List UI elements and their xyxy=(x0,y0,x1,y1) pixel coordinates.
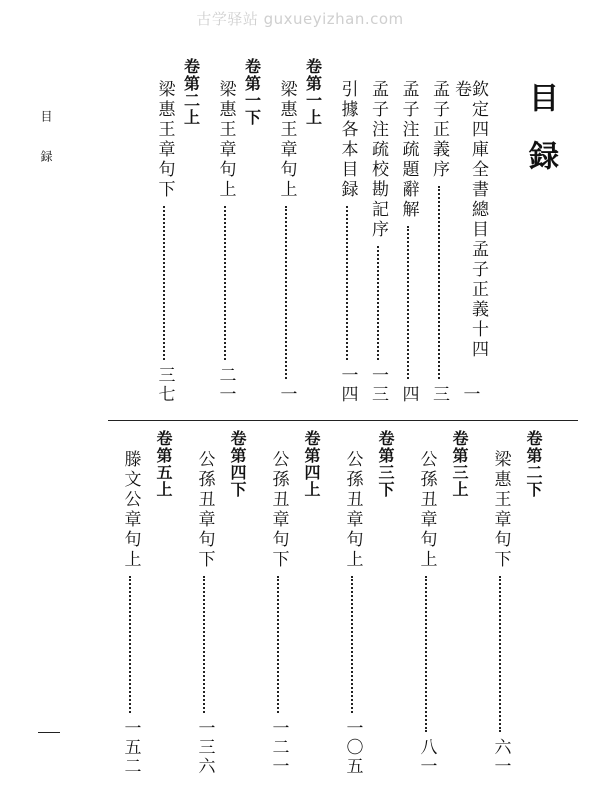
toc-entry-page: 一 xyxy=(459,385,480,404)
toc-entry-page: 二一 xyxy=(215,366,236,404)
toc-entry xyxy=(118,450,142,776)
watermark: 古学驿站 guxueyizhan.com xyxy=(196,10,404,28)
dot-leader xyxy=(499,576,501,732)
volume-heading xyxy=(229,430,253,498)
toc-entry-page: 三七 xyxy=(154,366,175,404)
toc-heading: 目録 xyxy=(523,82,558,198)
toc-entry-page: 三 xyxy=(429,385,449,404)
volume-heading xyxy=(525,430,549,498)
toc-entry-page: 一三 xyxy=(368,366,388,404)
toc-entry-title: 梁惠王章句下 xyxy=(154,80,175,200)
toc-entry-page: 六一 xyxy=(490,738,511,776)
volume-heading-text: 卷第一上 xyxy=(303,58,323,126)
toc-entry-title: 梁惠王章句上 xyxy=(215,80,236,200)
toc-entry xyxy=(340,450,364,776)
toc-entry xyxy=(192,450,216,776)
dot-leader xyxy=(163,206,165,360)
toc-entry xyxy=(274,80,298,404)
toc-entry xyxy=(266,450,290,776)
toc-entry-title: 欽定四庫全書總目孟子正義十四卷 xyxy=(451,80,488,360)
volume-heading-text: 卷第四下 xyxy=(228,430,247,498)
section-divider xyxy=(108,420,578,421)
folio-number xyxy=(38,732,60,733)
toc-entry-page: 一四 xyxy=(337,366,358,404)
dot-leader xyxy=(129,576,131,713)
toc-entry-title: 梁惠王章句上 xyxy=(276,80,297,200)
toc-entry-title: 梁惠王章句下 xyxy=(490,450,511,570)
dot-leader xyxy=(407,226,409,379)
volume-heading-text: 卷第四上 xyxy=(302,430,321,498)
toc-entry xyxy=(427,80,451,404)
toc-entry-title: 引據各本目録 xyxy=(337,80,358,200)
toc-entry-title: 孟子正義序 xyxy=(429,80,449,180)
dot-leader xyxy=(277,576,279,713)
toc-entry xyxy=(335,80,359,404)
toc-entry xyxy=(451,80,488,404)
toc-entry-page: 一二一 xyxy=(268,719,289,776)
dot-leader xyxy=(203,576,205,713)
margin-title: 目録 xyxy=(39,110,53,190)
dot-leader xyxy=(351,576,353,713)
toc-entry-page: 四 xyxy=(398,385,419,404)
toc-entry-page: 一 xyxy=(276,385,297,404)
toc-entry-title: 公孫丑章句上 xyxy=(416,450,437,570)
volume-heading xyxy=(377,430,401,498)
toc-entry-title: 公孫丑章句上 xyxy=(342,450,363,570)
toc-entry-title: 公孫丑章句下 xyxy=(268,450,289,570)
dot-leader xyxy=(285,206,287,379)
volume-heading xyxy=(244,58,268,126)
toc-entry xyxy=(213,80,237,404)
volume-heading-text: 卷第三上 xyxy=(450,430,469,498)
volume-heading-text: 卷第一下 xyxy=(242,58,262,126)
dot-leader xyxy=(346,206,348,360)
volume-heading xyxy=(451,430,475,498)
toc-entry-page: 一三六 xyxy=(194,719,215,776)
toc-entry-page: 一五二 xyxy=(120,719,141,776)
volume-heading-text: 卷第二上 xyxy=(181,58,201,126)
toc-entry-title: 孟子注疏校勘記序 xyxy=(368,80,388,240)
toc-entry xyxy=(366,80,390,404)
dot-leader xyxy=(438,186,440,379)
dot-leader xyxy=(224,206,226,360)
volume-heading xyxy=(183,58,207,126)
toc-entry-page: 一〇五 xyxy=(342,719,363,776)
volume-heading-text: 卷第五上 xyxy=(154,430,173,498)
toc-entry-title: 孟子注疏題辭解 xyxy=(398,80,419,220)
toc-entry xyxy=(488,450,512,776)
volume-heading xyxy=(305,58,329,126)
toc-entry-title: 公孫丑章句下 xyxy=(194,450,215,570)
dot-leader xyxy=(425,576,427,732)
dot-leader xyxy=(377,246,379,360)
toc-entry xyxy=(152,80,176,404)
volume-heading xyxy=(155,430,179,498)
toc-entry xyxy=(414,450,438,776)
toc-entry xyxy=(396,80,420,404)
toc-entry-title: 滕文公章句上 xyxy=(120,450,141,570)
volume-heading xyxy=(303,430,327,498)
toc-entry-page: 八一 xyxy=(416,738,437,776)
volume-heading-text: 卷第三下 xyxy=(376,430,395,498)
volume-heading-text: 卷第二下 xyxy=(524,430,543,498)
